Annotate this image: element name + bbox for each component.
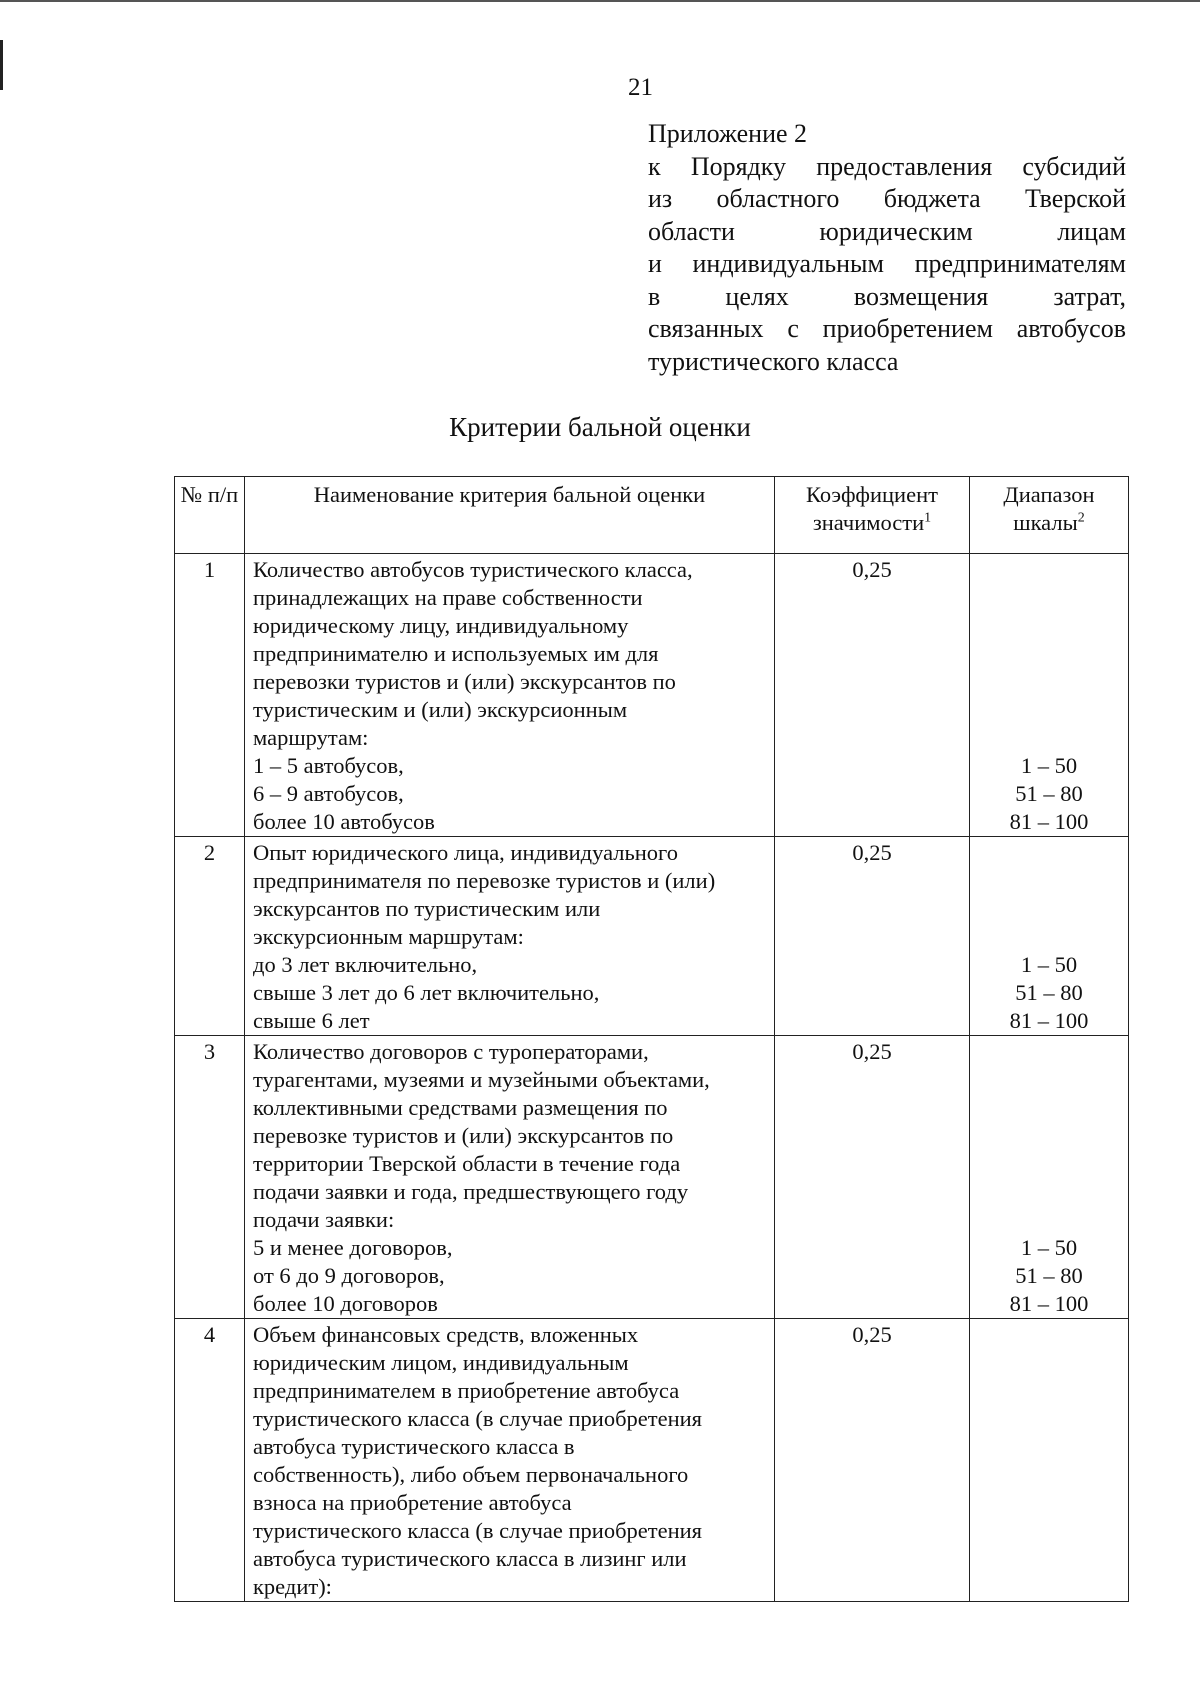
- appendix-header: [648, 118, 1126, 378]
- row-number: 3: [175, 1036, 245, 1319]
- appendix-line: в целях возмещения затрат,: [648, 281, 1126, 311]
- scale-range-cell: [970, 837, 1129, 1036]
- scan-edge-line: [0, 0, 1200, 2]
- document-title: Критерии бальной оценки: [449, 412, 751, 442]
- coefficient-value: 0,25: [775, 1036, 970, 1319]
- criterion-option: свыше 6 лет: [253, 1008, 370, 1033]
- range-spacer: [970, 1206, 1128, 1234]
- header-range-label: Диапазон шкалы: [1003, 482, 1095, 535]
- criterion-text-line: автобуса туристического класса в лизинг или: [253, 1546, 687, 1571]
- criterion-text-line: территории Тверской области в течение года: [253, 1151, 681, 1176]
- range-spacer: [970, 839, 1128, 867]
- header-coef: [775, 477, 970, 554]
- header-coef-label: Коэффициент значимости: [806, 482, 938, 535]
- criterion-text-line: Объем финансовых средств, вложенных: [253, 1322, 639, 1347]
- appendix-line: туристического класса: [648, 346, 899, 376]
- appendix-line: к Порядку предоставления субсидий: [648, 151, 1126, 181]
- criterion-text-line: юридическому лицу, индивидуальному: [253, 613, 629, 638]
- range-spacer: [970, 556, 1128, 584]
- appendix-line: области юридическим лицам: [648, 216, 1126, 246]
- criterion-option: 6 – 9 автобусов,: [253, 781, 404, 806]
- range-spacer: [970, 1178, 1128, 1206]
- criterion-text-line: юридическим лицом, индивидуальным: [253, 1350, 629, 1375]
- criterion-name: [245, 837, 775, 1036]
- scale-range: 51 – 80: [1015, 980, 1083, 1005]
- range-spacer: [970, 584, 1128, 612]
- table-row: [175, 1319, 1129, 1602]
- scale-range: 51 – 80: [1015, 781, 1083, 806]
- scale-range: 1 – 50: [1020, 952, 1078, 977]
- range-spacer: [970, 1038, 1128, 1066]
- criterion-option: свыше 3 лет до 6 лет включительно,: [253, 980, 600, 1005]
- criterion-text-line: предпринимателю и используемых им для: [253, 641, 659, 666]
- table-row: [175, 554, 1129, 837]
- criterion-text-line: предпринимателя по перевозке туристов и (или): [253, 868, 716, 893]
- criterion-text-line: принадлежащих на праве собственности: [253, 585, 643, 610]
- header-num: № п/п: [175, 477, 245, 554]
- criterion-text-line: туристического класса (в случае приобретения: [253, 1518, 703, 1543]
- criterion-option: 5 и менее договоров,: [253, 1235, 453, 1260]
- criteria-table: [174, 476, 1129, 1602]
- criterion-text-line: туристическим и (или) экскурсионным: [253, 697, 628, 722]
- scale-range: 81 – 100: [1009, 1291, 1089, 1316]
- criterion-option: до 3 лет включительно,: [253, 952, 478, 977]
- row-number: 4: [175, 1319, 245, 1602]
- footnote-ref-1: 1: [924, 510, 932, 526]
- criterion-text-line: перевозке туристов и (или) экскурсантов по: [253, 1123, 674, 1148]
- criterion-text-line: коллективными средствами размещения по: [253, 1095, 668, 1120]
- criterion-option: более 10 договоров: [253, 1291, 438, 1316]
- appendix-line: и индивидуальным предпринимателям: [648, 249, 1126, 278]
- scale-range: 1 – 50: [1020, 753, 1078, 778]
- criterion-text-line: туристического класса (в случае приобретения: [253, 1406, 703, 1431]
- range-spacer: [970, 696, 1128, 724]
- coefficient-value: 0,25: [775, 554, 970, 837]
- range-spacer: [970, 612, 1128, 640]
- criterion-text-line: собственность), либо объем первоначального: [253, 1462, 689, 1487]
- criterion-option: 1 – 5 автобусов,: [253, 753, 404, 778]
- range-spacer: [970, 1122, 1128, 1150]
- scale-range-cell: [970, 554, 1129, 837]
- range-spacer: [970, 724, 1128, 752]
- scan-edge-mark: [0, 40, 3, 90]
- criterion-text-line: подачи заявки:: [253, 1207, 395, 1232]
- criterion-name: [245, 554, 775, 837]
- table-row: [175, 837, 1129, 1036]
- criterion-text-line: взноса на приобретение автобуса: [253, 1490, 572, 1515]
- scale-range-cell: [970, 1036, 1129, 1319]
- range-spacer: [970, 640, 1128, 668]
- scale-range: 81 – 100: [1009, 1008, 1089, 1033]
- range-spacer: [970, 668, 1128, 696]
- criterion-text-line: турагентами, музеями и музейными объектами,: [253, 1067, 710, 1092]
- header-name: Наименование критерия бальной оценки: [245, 477, 775, 554]
- criterion-text-line: маршрутам:: [253, 725, 369, 750]
- range-spacer: [970, 895, 1128, 923]
- appendix-line: из областного бюджета Тверской: [648, 184, 1126, 213]
- range-spacer: [970, 923, 1128, 951]
- header-range: [970, 477, 1129, 554]
- footnote-ref-2: 2: [1077, 510, 1085, 526]
- row-number: 1: [175, 554, 245, 837]
- table-header-row: [175, 477, 1129, 554]
- scale-range: 51 – 80: [1015, 1263, 1083, 1288]
- range-spacer: [970, 1150, 1128, 1178]
- range-spacer: [970, 867, 1128, 895]
- criterion-text-line: Количество автобусов туристического класса,: [253, 557, 693, 582]
- criterion-name: [245, 1319, 775, 1602]
- appendix-title: Приложение 2: [648, 119, 808, 148]
- criterion-text-line: подачи заявки и года, предшествующего году: [253, 1179, 689, 1204]
- scale-range-cell: [970, 1319, 1129, 1602]
- criterion-text-line: перевозки туристов и (или) экскурсантов по: [253, 669, 676, 694]
- coefficient-value: 0,25: [775, 837, 970, 1036]
- criterion-text-line: предпринимателем в приобретение автобуса: [253, 1378, 680, 1403]
- criterion-text-line: экскурсионным маршрутам:: [253, 924, 524, 949]
- criterion-text-line: Количество договоров с туроператорами,: [253, 1039, 649, 1064]
- range-spacer: [970, 1066, 1128, 1094]
- appendix-line: связанных с приобретением автобусов: [648, 314, 1126, 343]
- criterion-option: от 6 до 9 договоров,: [253, 1263, 445, 1288]
- criterion-text-line: автобуса туристического класса в: [253, 1434, 575, 1459]
- row-number: 2: [175, 837, 245, 1036]
- scale-range: 1 – 50: [1020, 1235, 1078, 1260]
- criterion-text-line: Опыт юридического лица, индивидуального: [253, 840, 678, 865]
- criterion-option: более 10 автобусов: [253, 809, 435, 834]
- scale-range: 81 – 100: [1009, 809, 1089, 834]
- criterion-name: [245, 1036, 775, 1319]
- criterion-text-line: экскурсантов по туристическим или: [253, 896, 601, 921]
- table-row: [175, 1036, 1129, 1319]
- range-spacer: [970, 1094, 1128, 1122]
- coefficient-value: 0,25: [775, 1319, 970, 1602]
- page-number: 21: [628, 74, 653, 101]
- criterion-text-line: кредит):: [253, 1574, 332, 1599]
